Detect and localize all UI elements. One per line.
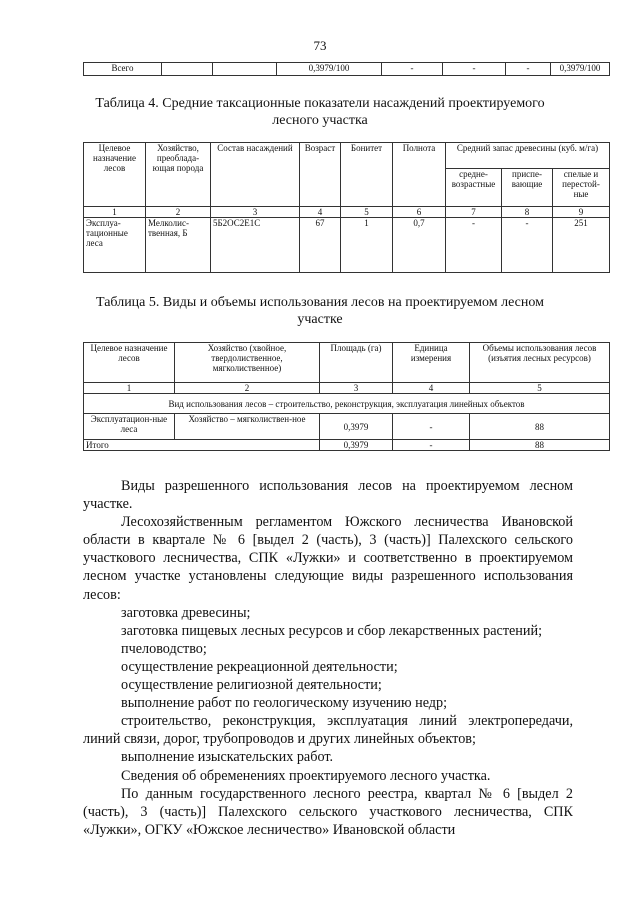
caption-line: Таблица 4. Средние таксационные показатели насаждений проектируемого bbox=[95, 96, 545, 111]
cell-stock-pre: - bbox=[502, 218, 553, 273]
column-number: 5 bbox=[470, 383, 610, 394]
list-item: пчеловодство; bbox=[121, 640, 207, 657]
list-item: выполнение изыскательских работ. bbox=[121, 749, 334, 766]
column-number: 2 bbox=[146, 207, 211, 218]
list-item: осуществление рекреационной деятельности; bbox=[121, 658, 398, 675]
list-item: осуществление религиозной деятельности; bbox=[121, 677, 382, 694]
column-number: 9 bbox=[553, 207, 610, 218]
column-number: 1 bbox=[84, 383, 175, 394]
column-number: 4 bbox=[300, 207, 341, 218]
list-item: заготовка пищевых лесных ресурсов и сбор лекарственных растений; bbox=[121, 622, 543, 639]
header-economy: Хозяйство (хвойное, твердолиственное, мягколиственное) bbox=[175, 343, 320, 383]
header-density: Полнота bbox=[393, 143, 446, 207]
header-stock: Средний запас древесины (куб. м/га) bbox=[446, 143, 610, 169]
table-cell: 0,3979/100 bbox=[551, 63, 610, 76]
table-row bbox=[84, 394, 610, 414]
top-table bbox=[83, 62, 610, 76]
section-title: Вид использования лесов – строительство, реконструкция, эксплуатация линейных объектов bbox=[84, 394, 610, 414]
column-number: 6 bbox=[393, 207, 446, 218]
cell-unit: - bbox=[393, 414, 470, 440]
table-cell: - bbox=[382, 63, 443, 76]
cell-density: 0,7 bbox=[393, 218, 446, 273]
list-item: заготовка древесины; bbox=[121, 604, 251, 621]
table5-caption bbox=[0, 294, 640, 328]
header-economy: Хозяйство, преоблада-ющая порода bbox=[146, 143, 211, 207]
cell-stock-mid: - bbox=[446, 218, 502, 273]
column-number: 7 bbox=[446, 207, 502, 218]
cell-total-label: Итого bbox=[84, 440, 320, 451]
list-item: строительство, реконструкция, эксплуатация линий электропередачи, линий связи, дорог, трубопроводов и других линейных объектов; bbox=[83, 713, 573, 748]
cell-area: 0,3979 bbox=[320, 414, 393, 440]
table5 bbox=[83, 342, 610, 451]
column-number: 4 bbox=[393, 383, 470, 394]
table-row bbox=[84, 440, 610, 451]
table-cell bbox=[213, 63, 277, 76]
header-area: Площадь (га) bbox=[320, 343, 393, 383]
cell-purpose: Эксплуа-тационные леса bbox=[84, 218, 146, 273]
cell-stock-ripe: 251 bbox=[553, 218, 610, 273]
body-text bbox=[83, 477, 573, 839]
table4 bbox=[83, 142, 610, 273]
cell-economy: Хозяйство – мягколиствен-ное bbox=[175, 414, 320, 440]
table-row bbox=[84, 383, 610, 394]
header-purpose: Целевое назначение лесов bbox=[84, 143, 146, 207]
table-cell: - bbox=[506, 63, 551, 76]
column-number: 8 bbox=[502, 207, 553, 218]
table-row bbox=[84, 414, 610, 440]
cell-age: 67 bbox=[300, 218, 341, 273]
table-cell bbox=[162, 63, 213, 76]
header-unit: Единица измерения bbox=[393, 343, 470, 383]
caption-line: Таблица 5. Виды и объемы использования лесов на проектируемом лесном bbox=[96, 295, 544, 310]
cell-economy: Мелколис-твенная, Б bbox=[146, 218, 211, 273]
column-number: 5 bbox=[341, 207, 393, 218]
header-bonitet: Бонитет bbox=[341, 143, 393, 207]
header-stock-ripe: спелые и перестой-ные bbox=[553, 169, 610, 207]
cell-volume: 88 bbox=[470, 414, 610, 440]
column-number: 3 bbox=[320, 383, 393, 394]
table-row bbox=[84, 63, 610, 76]
cell-purpose: Эксплуатацион-ные леса bbox=[84, 414, 175, 440]
header-stock-pre: приспе-вающие bbox=[502, 169, 553, 207]
cell-bonitet: 1 bbox=[341, 218, 393, 273]
cell-total-unit: - bbox=[393, 440, 470, 451]
header-age: Возраст bbox=[300, 143, 341, 207]
table-row bbox=[84, 207, 610, 218]
header-purpose: Целевое назначение лесов bbox=[84, 343, 175, 383]
paragraph: По данным государственного лесного реестра, квартал № 6 [выдел 2 (часть), 3 (часть)] Палехского сельского участкового лесничества, СПК «Лужки», ОГКУ «Южское лесничество» Ивановской области bbox=[83, 785, 573, 838]
list-item: выполнение работ по геологическому изучению недр; bbox=[121, 695, 448, 712]
cell-total-volume: 88 bbox=[470, 440, 610, 451]
caption-line: лесного участка bbox=[272, 113, 368, 128]
header-stock-mid: средне-возрастные bbox=[446, 169, 502, 207]
column-number: 3 bbox=[211, 207, 300, 218]
header-composition: Состав насаждений bbox=[211, 143, 300, 207]
column-number: 2 bbox=[175, 383, 320, 394]
table-cell: - bbox=[443, 63, 506, 76]
header-volume: Объемы использования лесов (изъятия лесных ресурсов) bbox=[470, 343, 610, 383]
page-number: 73 bbox=[313, 38, 327, 53]
cell-total-area: 0,3979 bbox=[320, 440, 393, 451]
table-cell: Всего bbox=[84, 63, 162, 76]
caption-line: участке bbox=[297, 312, 343, 327]
table-cell: 0,3979/100 bbox=[277, 63, 382, 76]
table-row bbox=[84, 218, 610, 273]
table4-caption bbox=[0, 95, 640, 129]
column-number: 1 bbox=[84, 207, 146, 218]
cell-composition: 5Б2ОС2Е1С bbox=[211, 218, 300, 273]
paragraph: Сведения об обременениях проектируемого лесного участка. bbox=[121, 767, 491, 784]
paragraph: Лесохозяйственным регламентом Южского лесничества Ивановской области в квартале № 6 [выдел 2 (часть), 3 (часть)] Палехского сельского участкового лесничества, СПК «Лужки» и соответственно в проектируемом лесном участке установлены следующие виды разрешенного использования лесов: bbox=[83, 514, 573, 603]
paragraph: Виды разрешенного использования лесов на проектируемом лесном участке. bbox=[83, 478, 573, 513]
